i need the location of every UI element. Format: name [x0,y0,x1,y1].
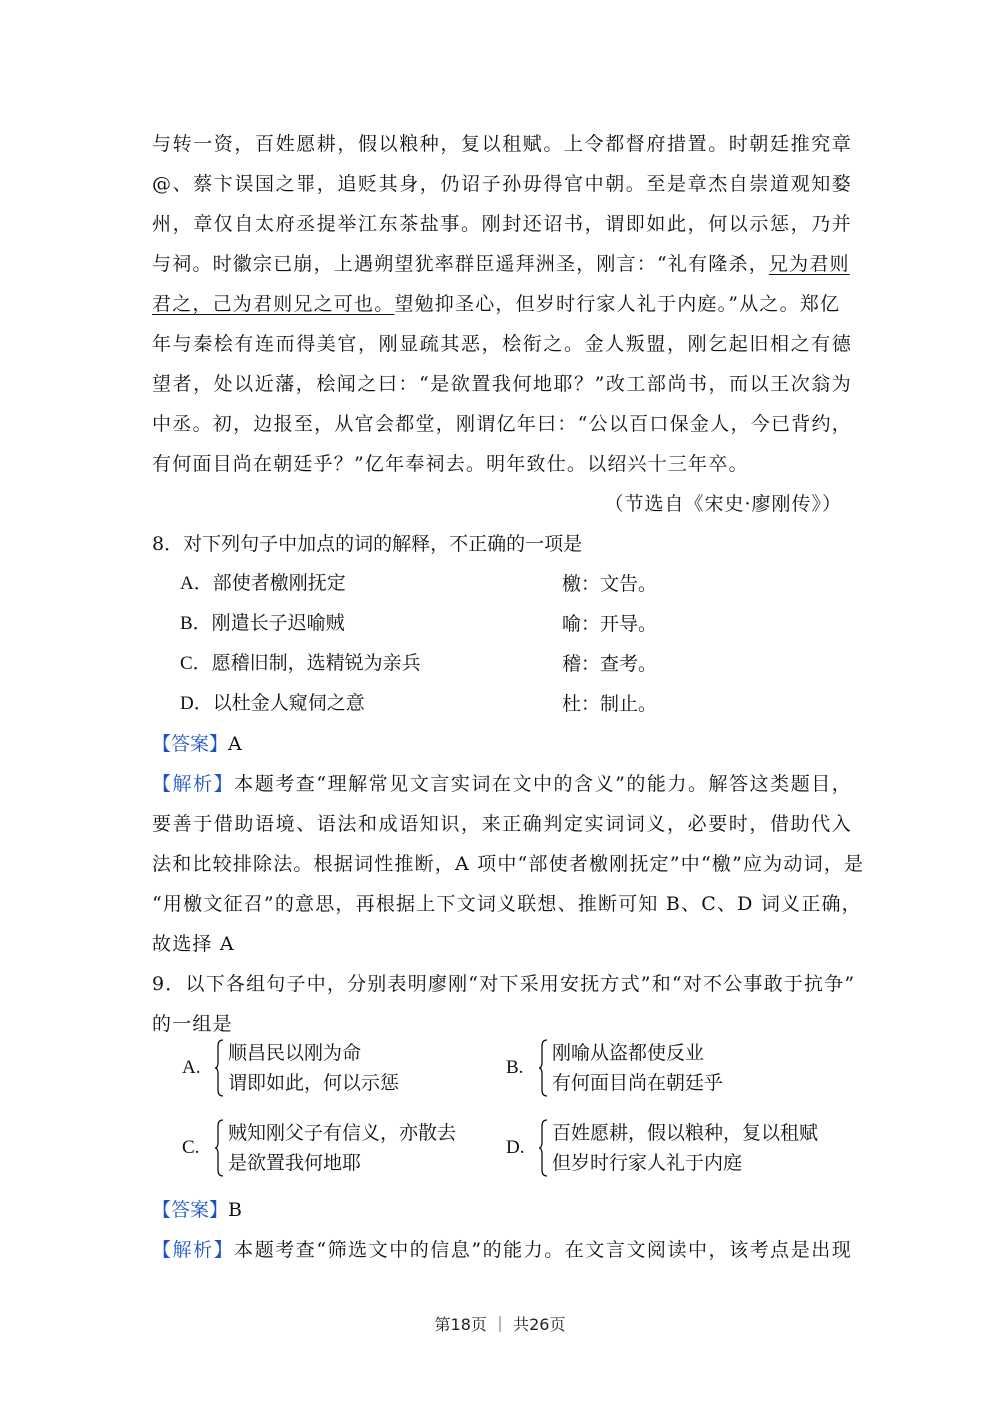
passage-source: （节选自《宋史·廖刚传》） [604,493,842,515]
analysis-tag: 【解析】 [152,1239,235,1261]
option-label: A. [182,1057,201,1078]
q9-option-b [506,1038,846,1098]
passage-line: 州，章仅自太府丞提举江东茶盐事。刚封还诏书，谓即如此，何以示惩，乃并 [152,213,852,235]
answer-value: B [228,1199,242,1221]
q8-analysis-line: 故选择 A [152,933,235,955]
passage-line: 中丞。初，边报至，从官会都堂，刚谓亿年曰：“公以百口保金人，今已背约， [152,413,852,435]
question-8-stem: 8．对下列句子中加点的词的解释，不正确的一项是 [152,533,583,555]
option-line-2: 有何面目尚在朝廷乎 [552,1072,724,1094]
q8-answer [152,732,242,756]
option-line-1: 顺昌民以刚为命 [228,1042,362,1064]
passage-line: 望者，处以近藩，桧闻之曰：“是欲置我何地耶？”改工部尚书，而以王次翁为 [152,373,852,395]
q8-option-a-definition: 檄：文告。 [562,573,658,595]
passage-line [152,252,852,276]
passage-line: @、蔡卞误国之罪，追贬其身，仍诏子孙毋得官中朝。至是章杰自崇道观知婺 [152,173,852,195]
q8-option-d: D．以杜金人窥伺之意 [180,693,365,714]
question-9-stem: 9．以下各组句子中，分别表明廖刚“对下采用安抚方式”和“对不公事敢于抗争” [152,973,856,995]
q8-analysis-line: “用檄文征召”的意思，再根据上下文词义联想、推断可知 B、C、D 词义正确， [152,893,862,915]
analysis-tag: 【解析】 [152,773,235,795]
option-line-1: 百姓愿耕，假以粮种，复以租赋 [552,1122,819,1144]
page-number-footer: 第18页 ｜ 共26页 [434,1315,566,1334]
q8-option-b: B．刚遣长子迟喻贼 [180,613,345,634]
q8-option-d-definition: 杜：制止。 [562,693,658,715]
q9-option-c [182,1118,502,1178]
passage-line: 有何面目尚在朝廷乎？”亿年奉祠去。明年致仕。以绍兴十三年卒。 [152,453,749,475]
brace-icon [214,1118,224,1178]
option-label: C. [182,1137,200,1158]
q8-analysis-line: 法和比较排除法。根据词性推断，A 项中“部使者檄刚抚定”中“檄”应为动词，是 [152,853,865,875]
underlined-text: 君之，己为君则兄之可也。 [152,293,395,315]
passage-text: 望勉抑圣心，但岁时行家人礼于内庭。”从之。郑亿 [394,293,841,315]
passage-text: 与祠。时徽宗已崩，上遇朔望犹率群臣遥拜洲圣，刚言：“礼有隆杀， [152,253,769,275]
answer-tag: 【答案】 [152,733,229,755]
option-line-2: 但岁时行家人礼于内庭 [552,1152,743,1174]
brace-icon [538,1118,548,1178]
option-line-1: 贼知刚父子有信义，亦散去 [228,1122,457,1144]
q8-option-b-definition: 喻：开导。 [562,613,658,635]
passage-line: 与转一资，百姓愿耕，假以粮种，复以租赋。上令都督府措置。时朝廷推究章 [152,133,852,155]
option-label: D. [506,1137,525,1158]
underlined-text: 兄为君则 [768,253,850,275]
q9-answer [152,1198,242,1222]
analysis-text: 本题考查“理解常见文言实词在文中的含义”的能力。解答这类题目， [234,773,852,795]
option-label: B. [506,1057,524,1078]
q8-option-c: C．愿稽旧制，选精锐为亲兵 [180,653,421,674]
passage-line: 年与秦桧有连而得美官，刚显疏其恶，桧衔之。金人叛盟，刚乞起旧相之有德 [152,333,852,355]
q9-option-d [506,1118,856,1178]
passage-line [152,292,852,316]
brace-icon [538,1038,548,1098]
q8-option-c-definition: 稽：查考。 [562,653,658,675]
q8-analysis-line: 要善于借助语境、语法和成语知识，来正确判定实词词义，必要时，借助代入 [152,813,852,835]
answer-tag: 【答案】 [152,1199,229,1221]
option-line-1: 刚喻从盗都使反业 [552,1042,705,1064]
q9-option-a [182,1038,482,1098]
answer-value: A [228,733,242,755]
option-line-2: 谓即如此，何以示惩 [228,1072,400,1094]
q8-option-a: A．部使者檄刚抚定 [180,573,346,594]
q8-analysis-line [152,772,852,796]
question-9-stem: 的一组是 [152,1013,233,1035]
option-line-2: 是欲置我何地耶 [228,1152,362,1174]
brace-icon [214,1038,224,1098]
analysis-text: 本题考查“筛选文中的信息”的能力。在文言文阅读中，该考点是出现 [234,1239,852,1261]
q9-analysis-line [152,1238,852,1262]
